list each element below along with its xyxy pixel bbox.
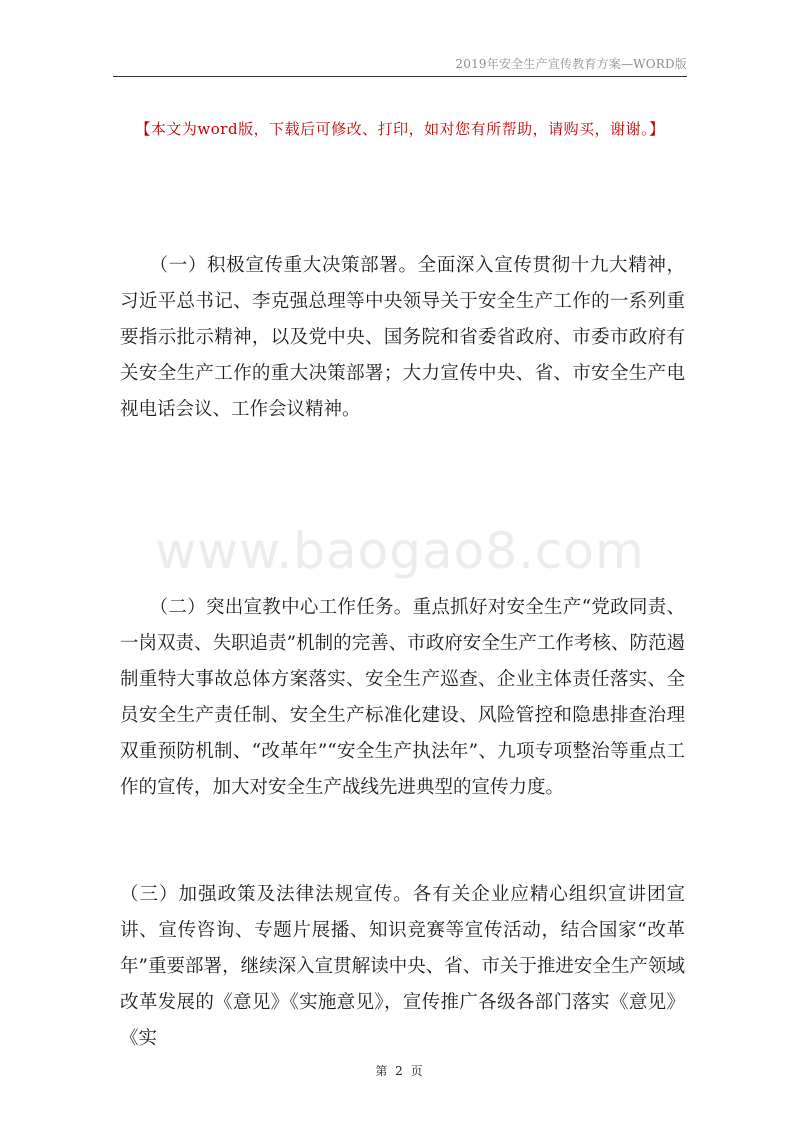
- page-number: 第 2 页: [375, 1064, 425, 1078]
- header-divider: [113, 76, 687, 77]
- header-title: 2019年安全生产宣传教育方案—WORD版: [455, 57, 687, 71]
- paragraph-1: （一）积极宣传重大决策部署。全面深入宣传贯彻十九大精神，习近平总书记、李克强总理等中央领导关于安全生产工作的一系列重要指示批示精神，以及党中央、国务院和省委省政府、市委市政府有关安全生产工作的重大决策部署；大力宣传中央、省、市安全生产电视电话会议、工作会议精神。: [120, 255, 685, 420]
- paragraph-2: （二）突出宣教中心工作任务。重点抓好对安全生产“党政同责、一岗双责、失职追责”机制的完善、市政府安全生产工作考核、防范遏制重特大事故总体方案落实、安全生产巡查、企业主体责任落实、全员安全生产责任制、安全生产标准化建设、风险管控和隐患排查治理双重预防机制、“改革年”“安全生产执法年”、九项专项整治等重点工作的宣传，加大对安全生产战线先进典型的宣传力度。: [120, 597, 685, 798]
- purchase-notice: 【本文为word版，下载后可修改、打印，如对您有所帮助，请购买，谢谢。】: [135, 120, 665, 138]
- paragraph-3: （三）加强政策及法律法规宣传。各有关企业应精心组织宣讲团宣讲、宣传咨询、专题片展播、知识竞赛等宣传活动，结合国家“改革年”重要部署，继续深入宣贯解读中央、省、市关于推进安全生产领域改革发展的《意见》《实施意见》，宣传推广各级各部门落实《意见》《实: [120, 884, 685, 1049]
- watermark: www.baogao8.com: [155, 522, 645, 580]
